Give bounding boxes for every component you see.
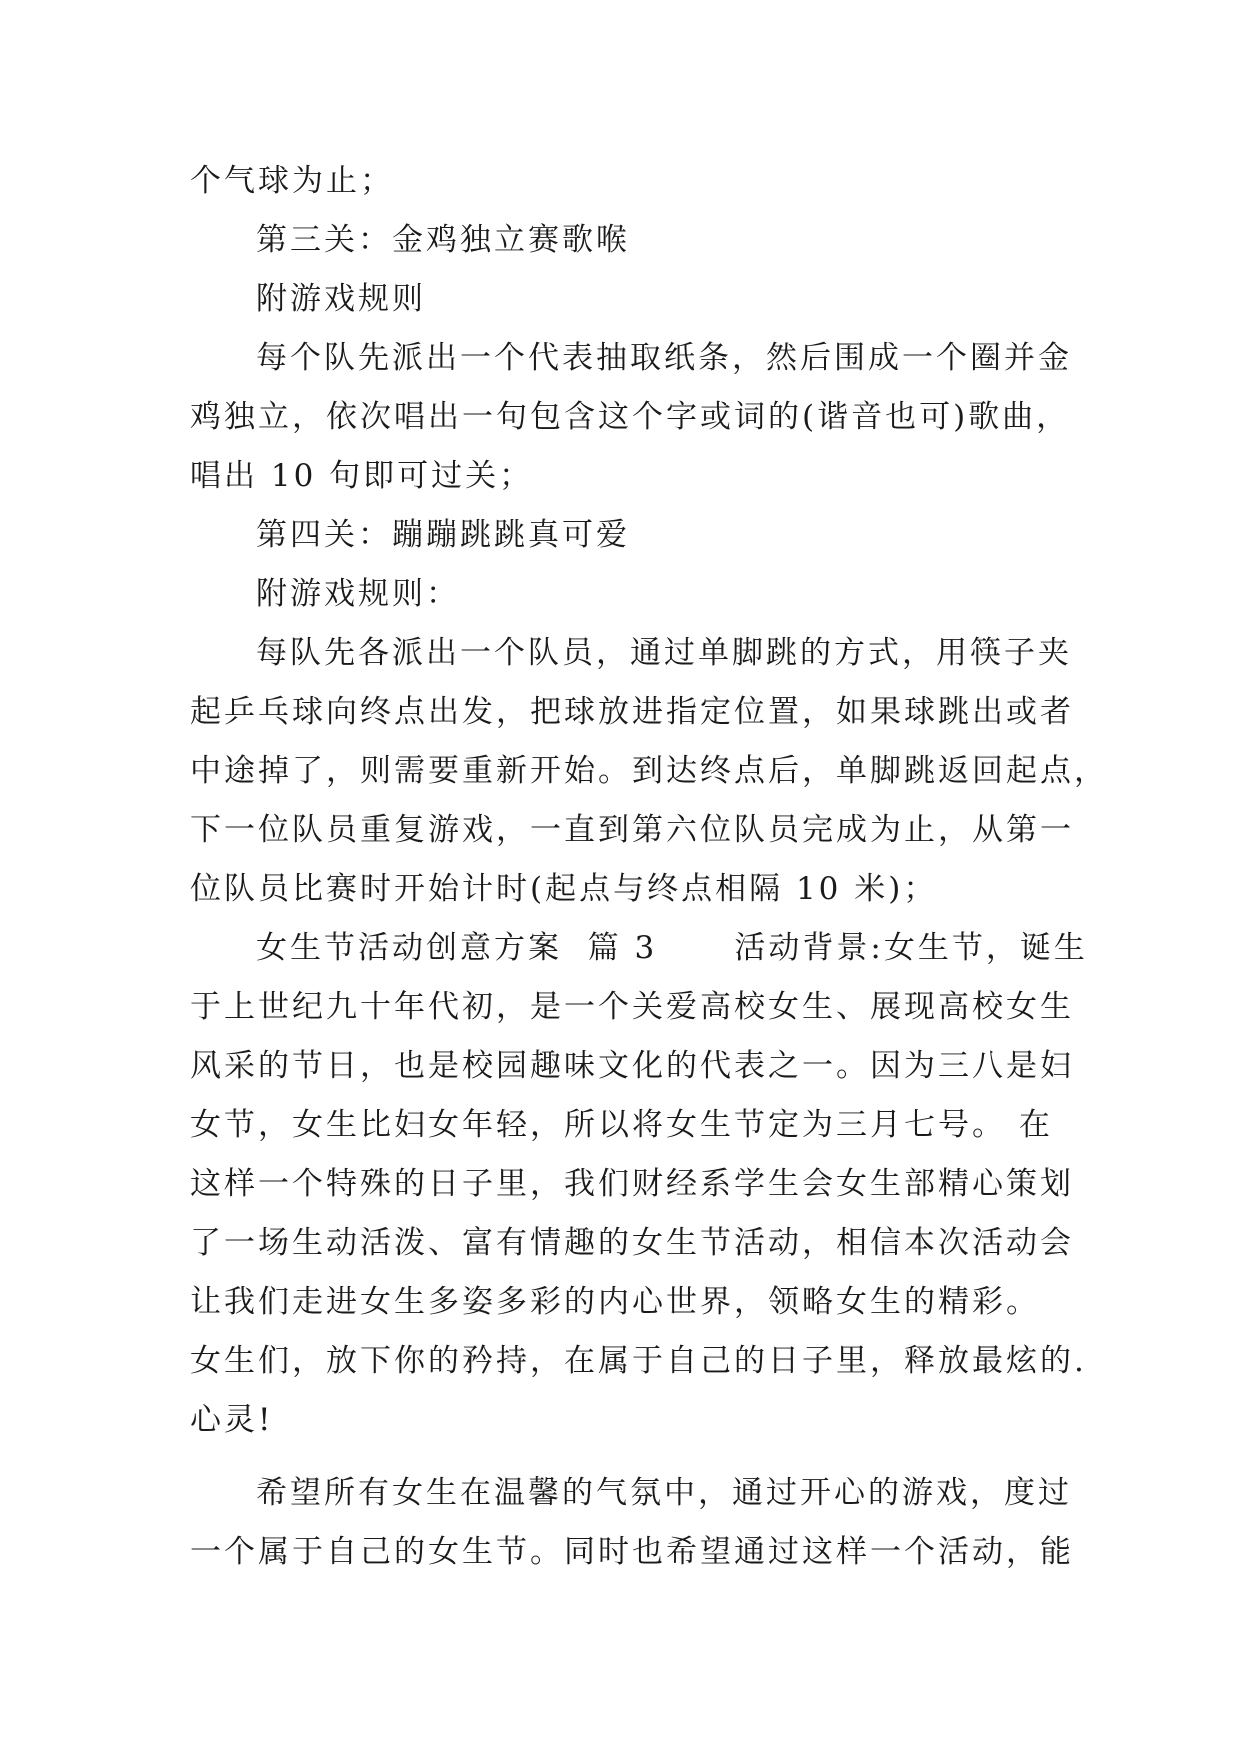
paragraph-line: 每个队先派出一个代表抽取纸条，然后围成一个圈并金 bbox=[256, 340, 1072, 376]
paragraph-line: 中途掉了，则需要重新开始。到达终点后，单脚跳返回起点， bbox=[190, 753, 1108, 789]
paragraph-line: 下一位队员重复游戏，一直到第六位队员完成为止，从第一 bbox=[190, 812, 1074, 848]
paragraph-line: 唱出 10 句即可过关； bbox=[190, 458, 534, 494]
paragraph-line: 这样一个特殊的日子里，我们财经系学生会女生部精心策划 bbox=[190, 1166, 1074, 1202]
paragraph-line: 希望所有女生在温馨的气氛中，通过开心的游戏，度过 bbox=[256, 1475, 1072, 1511]
paragraph-line: 位队员比赛时开始计时(起点与终点相隔 10 米)； bbox=[190, 871, 938, 907]
paragraph-gap bbox=[190, 1450, 1050, 1464]
paragraph-line: 女节，女生比妇女年轻，所以将女生节定为三月七号。 在 bbox=[190, 1107, 1053, 1143]
rule-heading: 附游戏规则： bbox=[256, 576, 460, 612]
paragraph-line: 女生节活动创意方案 篇 3 活动背景:女生节，诞生 bbox=[256, 930, 1088, 966]
document-body bbox=[190, 152, 1108, 1582]
paragraph-line: 风采的节日，也是校园趣味文化的代表之一。因为三八是妇 bbox=[190, 1048, 1074, 1084]
paragraph-line: 女生们，放下你的矜持，在属于自己的日子里，释放最炫的. bbox=[190, 1343, 1087, 1379]
paragraph-line: 心灵! bbox=[190, 1402, 274, 1438]
section-heading: 第三关：金鸡独立赛歌喉 bbox=[256, 222, 630, 258]
paragraph-line: 每队先各派出一个队员，通过单脚跳的方式，用筷子夹 bbox=[256, 635, 1072, 671]
section-heading: 第四关：蹦蹦跳跳真可爱 bbox=[256, 517, 630, 553]
paragraph-line: 个气球为止； bbox=[190, 163, 394, 199]
paragraph-line: 于上世纪九十年代初，是一个关爱高校女生、展现高校女生 bbox=[190, 989, 1074, 1025]
paragraph-line: 了一场生动活泼、富有情趣的女生节活动，相信本次活动会 bbox=[190, 1225, 1074, 1261]
rule-heading: 附游戏规则 bbox=[256, 281, 426, 317]
paragraph-line: 一个属于自己的女生节。同时也希望通过这样一个活动，能 bbox=[190, 1534, 1074, 1570]
paragraph-line: 鸡独立，依次唱出一句包含这个字或词的(谐音也可)歌曲， bbox=[190, 399, 1071, 435]
paragraph-line: 让我们走进女生多姿多彩的内心世界，领略女生的精彩。 bbox=[190, 1284, 1040, 1320]
paragraph-line: 起乒乓球向终点出发，把球放进指定位置，如果球跳出或者 bbox=[190, 694, 1074, 730]
